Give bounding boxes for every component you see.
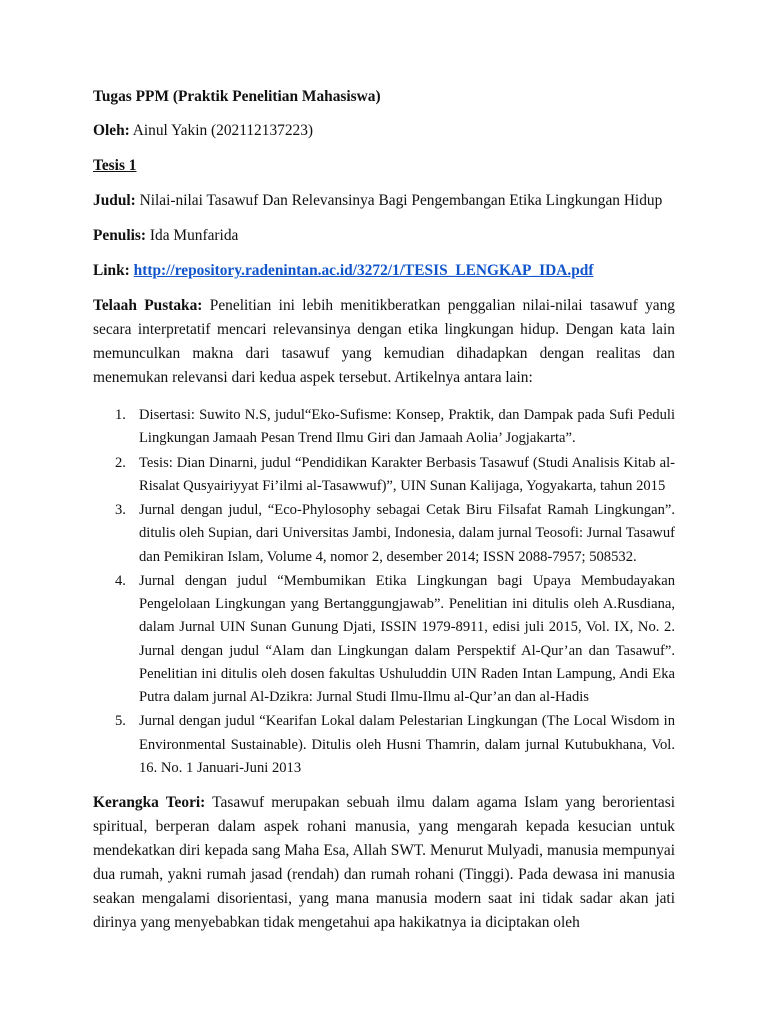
reference-text: Jurnal dengan judul “Kearifan Lokal dalam Pelestarian Lingkungan (The Local Wisdom in Environmental Sustainable). Ditulis oleh Husni Thamrin, dalam jurnal Kutubukhana, Vol. 16. No. 1 Januari-Juni 2013 [139, 713, 675, 776]
reference-number: 1. [115, 407, 126, 423]
reference-item [93, 499, 675, 569]
judul-line [93, 192, 662, 210]
telaah-text: Penelitian ini lebih menitikberatkan penggalian nilai-nilai tasawuf yang secara interpretatif mencari relevansinya dengan etika lingkungan hidup. Dengan kata lain memunculkan makna dari tasawuf yang kemudian dihadapkan dengan realitas dan menemukan relevansi dari kedua aspek tersebut. Artikelnya antara lain: [93, 297, 675, 386]
reference-text: Disertasi: Suwito N.S, judul“Eko-Sufisme: Konsep, Praktik, dan Dampak pada Sufi Peduli Lingkungan Jamaah Pesan Trend Ilmu Giri dan Jamaah Aolia’ Jogjakarta”. [139, 407, 675, 447]
reference-number: 5. [115, 713, 126, 730]
reference-item [93, 404, 675, 450]
reference-text: Jurnal dengan judul, “Eco-Phylosophy sebagai Cetak Biru Filsafat Ramah Lingkungan”. ditulis oleh Supian, dari Universitas Jambi, Indonesia, dalam jurnal Teosofi: Jurnal Tasawuf dan Pemikiran Islam, Volume 4, nomor 2, desember 2014; ISSN 2088-7957; 508532. [139, 502, 675, 565]
kerangka-label: Kerangka Teori: [93, 794, 206, 811]
judul-value: Nilai-nilai Tasawuf Dan Relevansinya Bagi Pengembangan Etika Lingkungan Hidup [139, 192, 663, 209]
author-value: Ainul Yakin (202112137223) [132, 122, 314, 139]
reference-text: Jurnal dengan judul “Membumikan Etika Lingkungan bagi Upaya Membudayakan Pengelolaan Lingkungan yang Bertanggungjawab”. Penelitian ini ditulis oleh A.Rusdiana, dalam Jurnal UIN Sunan Gunung Djati, ISSIN 1979-8911, edisi juli 2015, Vol. IX, No. 2. Jurnal dengan judul “Alam dan Lingkungan dalam Perspektif Al-Qur’an dan Tasawuf”. Penelitian ini ditulis oleh dosen fakultas Ushuluddin UIN Raden Intan Lampung, Andi Eka Putra dalam jurnal Al-Dzikra: Jurnal Studi Ilmu-Ilmu al-Qur’an dan al-Hadis [139, 572, 675, 705]
thesis-pdf-link[interactable]: http://repository.radenintan.ac.id/3272/1/TESIS_LENGKAP_IDA.pdf [133, 262, 594, 279]
reference-number: 3. [115, 502, 126, 519]
document-title: Tugas PPM (Praktik Penelitian Mahasiswa) [93, 88, 381, 105]
author-label: Oleh: [93, 122, 130, 139]
reference-text: Tesis: Dian Dinarni, judul “Pendidikan Karakter Berbasis Tasawuf (Studi Analisis Kitab al-Risalat Qusyairiyyat Fi’ilmi al-Tasawwuf)”, UIN Sunan Kalijaga, Yogyakarta, tahun 2015 [139, 454, 675, 494]
kerangka-text: Tasawuf merupakan sebuah ilmu dalam agama Islam yang berorientasi spiritual, berperan dalam aspek rohani manusia, yang mengarah kepada kesucian untuk mendekatkan diri kepada sang Maha Esa, Allah SWT. Menurut Mulyadi, manusia mempunyai dua rumah, yakni rumah jasad (rendah) dan rumah rohani (Tinggi). Pada dewasa ini manusia seakan mengalami disorientasi, yang mana manusia modern saat ini tidak sadar akan jati dirinya yang menyebabkan tidak mengetahui apa hakikatnya ia diciptakan oleh [93, 794, 675, 931]
judul-label: Judul: [93, 192, 136, 209]
reference-item [93, 452, 675, 498]
penulis-value: Ida Munfarida [149, 227, 239, 244]
reference-number: 4. [115, 572, 126, 589]
telaah-pustaka-paragraph [93, 294, 675, 390]
reference-number: 2. [115, 454, 126, 471]
kerangka-teori-paragraph [93, 791, 675, 935]
thesis-heading: Tesis 1 [93, 157, 137, 174]
link-line [93, 262, 593, 280]
author-line [93, 122, 313, 140]
link-label: Link: [93, 262, 130, 279]
reference-item [93, 570, 675, 709]
telaah-label: Telaah Pustaka: [93, 297, 203, 314]
reference-list [93, 404, 675, 781]
penulis-line [93, 227, 238, 245]
penulis-label: Penulis: [93, 227, 147, 244]
reference-item [93, 710, 675, 780]
